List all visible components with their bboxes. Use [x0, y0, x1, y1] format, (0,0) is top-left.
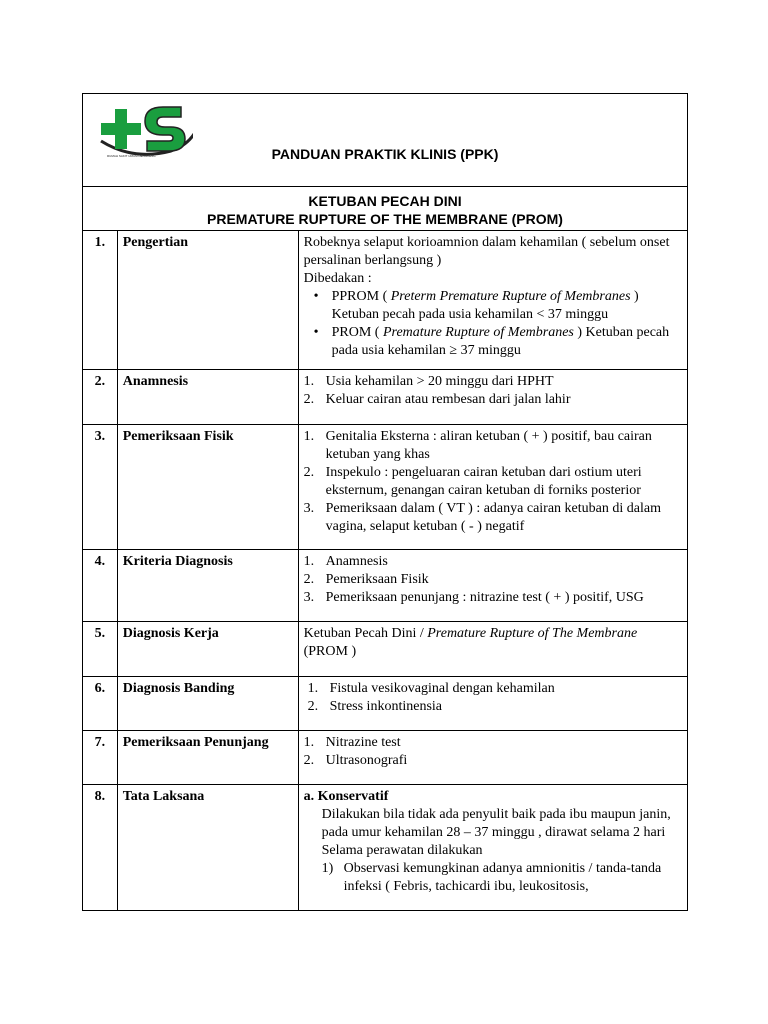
list-item: 2. Pemeriksaan Fisik [303, 572, 429, 587]
row-number: 4. [83, 550, 118, 622]
row-label: Pengertian [117, 231, 298, 370]
ppk-table [82, 230, 688, 911]
list-item: 3. Pemeriksaan dalam ( VT ) : adanya cairan ketuban di dalam vagina, selaput ketuban ( - ) negatif [303, 501, 661, 534]
table-row [83, 231, 688, 370]
row-content [298, 731, 687, 785]
section-heading: a. Konservatif [303, 789, 389, 804]
list-item: • PROM ( Premature Rupture of Membranes ) Ketuban pecah pada usia kehamilan ≥ 37 minggu [313, 325, 670, 358]
list-item: 1. Usia kehamilan > 20 minggu dari HPHT [303, 374, 554, 389]
subtitle-line-1: KETUBAN PECAH DINI [308, 193, 462, 209]
row-label: Diagnosis Banding [117, 677, 298, 731]
list-item: • PPROM ( Preterm Premature Rupture of Membranes ) Ketuban pecah pada usia kehamilan < 37 minggu [313, 289, 639, 322]
row-label: Diagnosis Kerja [117, 622, 298, 677]
list-item: 3. Pemeriksaan penunjang : nitrazine test ( + ) positif, USG [303, 590, 644, 605]
row-content [298, 785, 687, 911]
table-row [83, 370, 688, 425]
paragraph: Selama perawatan dilakukan [321, 843, 483, 858]
list-item: 1. Nitrazine test [303, 735, 401, 750]
list-item: 1. Anamnesis [303, 554, 388, 569]
list-item: 2. Ultrasonografi [303, 753, 408, 768]
list-item: 2. Keluar cairan atau rembesan dari jalan lahir [303, 392, 571, 407]
row-number: 3. [83, 425, 118, 550]
list-item: 1. Fistula vesikovaginal dengan kehamilan [307, 681, 555, 696]
definition-intro: Dibedakan : [303, 271, 372, 286]
row-number: 8. [83, 785, 118, 911]
document-header [82, 93, 688, 186]
list-item: 2. Inspekulo : pengeluaran cairan ketuban dari ostium uteri eksternum, genangan cairan ketuban di forniks posterior [303, 465, 642, 498]
row-number: 5. [83, 622, 118, 677]
row-number: 7. [83, 731, 118, 785]
row-label: Pemeriksaan Penunjang [117, 731, 298, 785]
row-number: 1. [83, 231, 118, 370]
table-row [83, 550, 688, 622]
table-row [83, 622, 688, 677]
row-content [298, 231, 687, 370]
list-item: 1. Genitalia Eksterna : aliran ketuban ( + ) positif, bau cairan ketuban yang khas [303, 429, 652, 462]
row-label: Anamnesis [117, 370, 298, 425]
paragraph: Dilakukan bila tidak ada penyulit baik pada ibu maupun janin, pada umur kehamilan 28 – 37 minggu , dirawat selama 2 hari [321, 807, 671, 840]
row-content [298, 550, 687, 622]
subtitle-line-2: PREMATURE RUPTURE OF THE MEMBRANE (PROM) [207, 211, 563, 227]
row-content: Ketuban Pecah Dini / Premature Rupture of The Membrane (PROM ) [298, 622, 687, 677]
list-item: 2. Stress inkontinensia [307, 699, 442, 714]
table-row [83, 677, 688, 731]
document-subtitle [82, 186, 688, 230]
row-content [298, 425, 687, 550]
table-row [83, 425, 688, 550]
list-item: 1) Observasi kemungkinan adanya amnionitis / tanda-tanda infeksi ( Febris, tachicardi ibu, leukositosis, [321, 861, 662, 894]
logo-caption: RUMAH SAKIT UMUM DENGKENG [107, 154, 156, 158]
table-row [83, 785, 688, 911]
row-number: 2. [83, 370, 118, 425]
row-number: 6. [83, 677, 118, 731]
ppk-document [82, 93, 688, 911]
definition-text: Robeknya selaput korioamnion dalam kehamilan ( sebelum onset persalinan berlangsung ) [303, 235, 670, 268]
row-content [298, 677, 687, 731]
row-content [298, 370, 687, 425]
row-label: Kriteria Diagnosis [117, 550, 298, 622]
table-row [83, 731, 688, 785]
page-title: PANDUAN PRAKTIK KLINIS (PPK) [271, 146, 499, 162]
row-label: Pemeriksaan Fisik [117, 425, 298, 550]
row-label: Tata Laksana [117, 785, 298, 911]
